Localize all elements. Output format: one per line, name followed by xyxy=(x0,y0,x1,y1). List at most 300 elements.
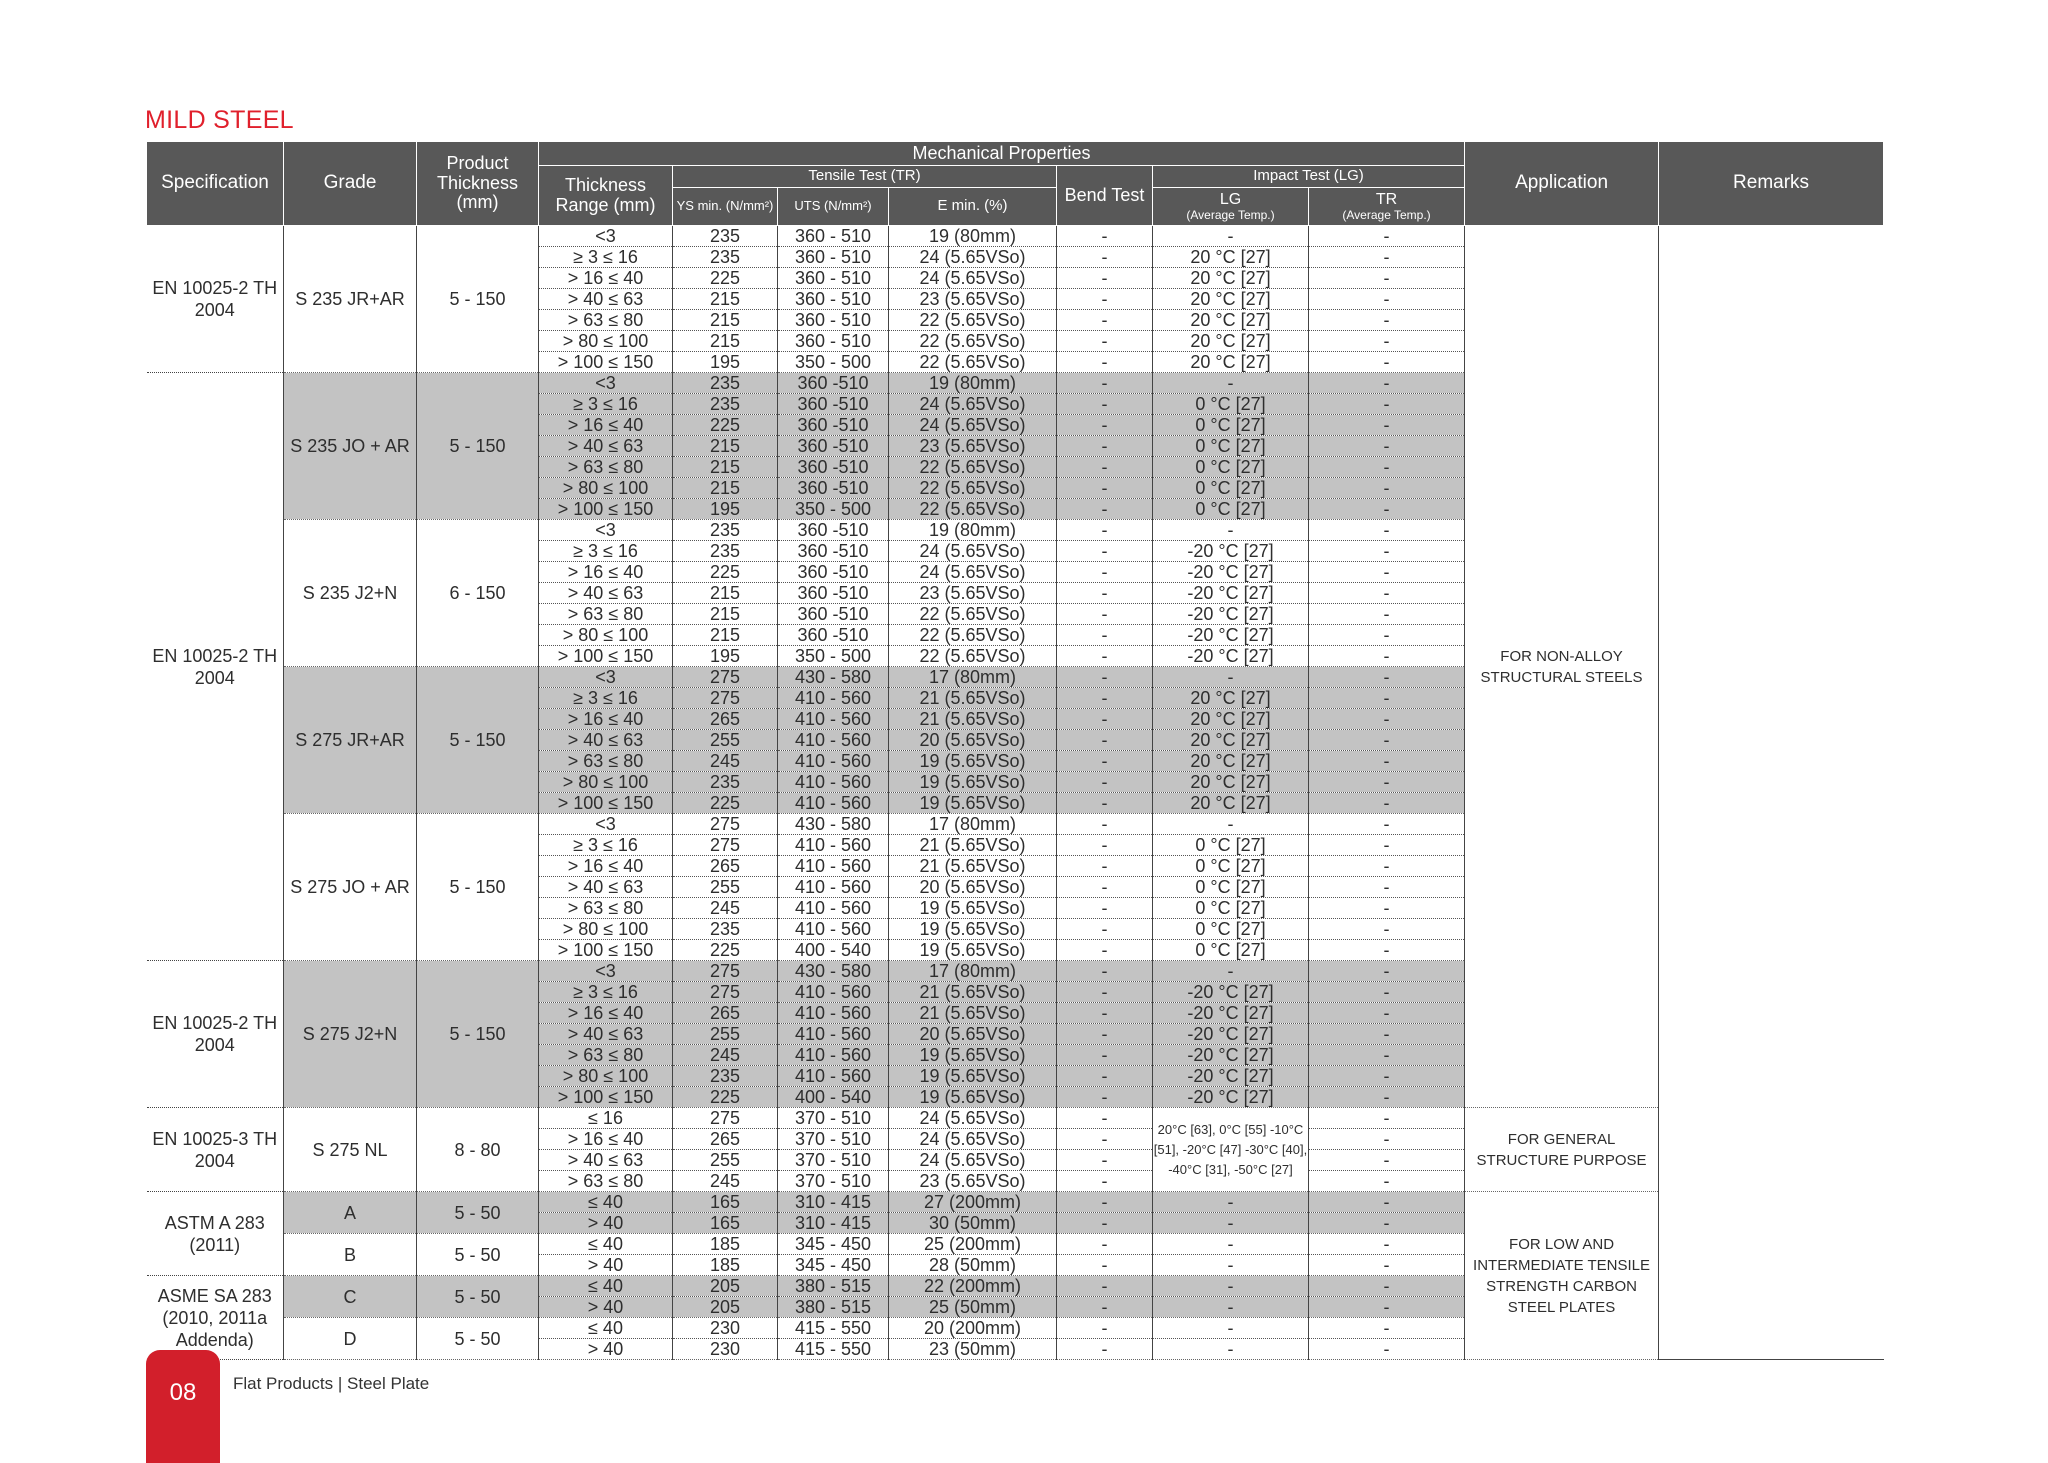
thickness-range-cell: > 40 xyxy=(539,1339,673,1360)
product-thickness-cell: 5 - 50 xyxy=(417,1276,539,1318)
grade-cell: B xyxy=(284,1234,417,1276)
header-grade: Grade xyxy=(284,142,417,226)
ys-min-cell: 225 xyxy=(673,793,778,814)
thickness-range-cell: > 80 ≤ 100 xyxy=(539,625,673,646)
thickness-range-cell: > 16 ≤ 40 xyxy=(539,1003,673,1024)
impact-lg-cell: 0 °C [27] xyxy=(1153,436,1309,457)
uts-cell: 400 - 540 xyxy=(778,940,889,961)
ys-min-cell: 275 xyxy=(673,814,778,835)
thickness-range-cell: > 63 ≤ 80 xyxy=(539,1171,673,1192)
ys-min-cell: 215 xyxy=(673,289,778,310)
impact-tr-cell: - xyxy=(1309,709,1465,730)
uts-cell: 370 - 510 xyxy=(778,1129,889,1150)
ys-min-cell: 185 xyxy=(673,1255,778,1276)
e-min-cell: 24 (5.65VSo) xyxy=(889,415,1057,436)
product-thickness-cell: 5 - 150 xyxy=(417,667,539,814)
bend-test-cell: - xyxy=(1057,247,1153,268)
uts-cell: 410 - 560 xyxy=(778,1045,889,1066)
grade-cell: S 275 J2+N xyxy=(284,961,417,1108)
e-min-cell: 23 (5.65VSo) xyxy=(889,436,1057,457)
bend-test-cell: - xyxy=(1057,1024,1153,1045)
bend-test-cell: - xyxy=(1057,415,1153,436)
ys-min-cell: 225 xyxy=(673,940,778,961)
bend-test-cell: - xyxy=(1057,1255,1153,1276)
impact-lg-cell: - xyxy=(1153,1192,1309,1213)
header-lg-label: LG xyxy=(1219,191,1242,209)
ys-min-cell: 265 xyxy=(673,1129,778,1150)
header-remarks: Remarks xyxy=(1659,142,1884,226)
impact-tr-cell: - xyxy=(1309,667,1465,688)
impact-lg-cell: -20 °C [27] xyxy=(1153,1003,1309,1024)
uts-cell: 350 - 500 xyxy=(778,499,889,520)
ys-min-cell: 185 xyxy=(673,1234,778,1255)
bend-test-cell: - xyxy=(1057,1339,1153,1360)
thickness-range-cell: > 16 ≤ 40 xyxy=(539,709,673,730)
specification-cell: EN 10025-2 TH 2004 xyxy=(147,373,284,961)
e-min-cell: 17 (80mm) xyxy=(889,814,1057,835)
grade-cell: S 275 JO + AR xyxy=(284,814,417,961)
product-thickness-cell: 5 - 50 xyxy=(417,1192,539,1234)
bend-test-cell: - xyxy=(1057,562,1153,583)
thickness-range-cell: ≤ 40 xyxy=(539,1192,673,1213)
application-cell: FOR LOW AND INTERMEDIATE TENSILE STRENGTH CARBON STEEL PLATES xyxy=(1465,1192,1659,1360)
impact-tr-cell: - xyxy=(1309,793,1465,814)
ys-min-cell: 275 xyxy=(673,667,778,688)
e-min-cell: 21 (5.65VSo) xyxy=(889,982,1057,1003)
uts-cell: 410 - 560 xyxy=(778,856,889,877)
e-min-cell: 27 (200mm) xyxy=(889,1192,1057,1213)
bend-test-cell: - xyxy=(1057,1171,1153,1192)
uts-cell: 410 - 560 xyxy=(778,835,889,856)
bend-test-cell: - xyxy=(1057,1045,1153,1066)
e-min-cell: 19 (5.65VSo) xyxy=(889,772,1057,793)
product-thickness-cell: 5 - 150 xyxy=(417,373,539,520)
impact-lg-cell: - xyxy=(1153,1297,1309,1318)
product-thickness-cell: 5 - 50 xyxy=(417,1234,539,1276)
e-min-cell: 30 (50mm) xyxy=(889,1213,1057,1234)
impact-tr-cell: - xyxy=(1309,226,1465,247)
e-min-cell: 19 (80mm) xyxy=(889,226,1057,247)
e-min-cell: 19 (5.65VSo) xyxy=(889,940,1057,961)
impact-lg-cell: -20 °C [27] xyxy=(1153,982,1309,1003)
e-min-cell: 24 (5.65VSo) xyxy=(889,541,1057,562)
uts-cell: 360 - 510 xyxy=(778,331,889,352)
impact-tr-cell: - xyxy=(1309,919,1465,940)
e-min-cell: 24 (5.65VSo) xyxy=(889,1129,1057,1150)
bend-test-cell: - xyxy=(1057,688,1153,709)
uts-cell: 380 - 515 xyxy=(778,1297,889,1318)
e-min-cell: 20 (200mm) xyxy=(889,1318,1057,1339)
ys-min-cell: 265 xyxy=(673,709,778,730)
thickness-range-cell: > 40 ≤ 63 xyxy=(539,730,673,751)
bend-test-cell: - xyxy=(1057,667,1153,688)
impact-lg-cell: 20 °C [27] xyxy=(1153,247,1309,268)
bend-test-cell: - xyxy=(1057,268,1153,289)
e-min-cell: 23 (50mm) xyxy=(889,1339,1057,1360)
e-min-cell: 19 (5.65VSo) xyxy=(889,1087,1057,1108)
ys-min-cell: 205 xyxy=(673,1276,778,1297)
impact-lg-cell: - xyxy=(1153,226,1309,247)
impact-lg-cell: 20 °C [27] xyxy=(1153,709,1309,730)
ys-min-cell: 215 xyxy=(673,478,778,499)
impact-tr-cell: - xyxy=(1309,499,1465,520)
e-min-cell: 17 (80mm) xyxy=(889,961,1057,982)
bend-test-cell: - xyxy=(1057,289,1153,310)
ys-min-cell: 275 xyxy=(673,982,778,1003)
impact-lg-cell: -20 °C [27] xyxy=(1153,562,1309,583)
impact-tr-cell: - xyxy=(1309,772,1465,793)
impact-lg-cell: 0 °C [27] xyxy=(1153,919,1309,940)
e-min-cell: 21 (5.65VSo) xyxy=(889,1003,1057,1024)
ys-min-cell: 235 xyxy=(673,919,778,940)
ys-min-cell: 195 xyxy=(673,646,778,667)
impact-lg-cell: -20 °C [27] xyxy=(1153,541,1309,562)
product-thickness-cell: 5 - 150 xyxy=(417,961,539,1108)
thickness-range-cell: > 63 ≤ 80 xyxy=(539,1045,673,1066)
bend-test-cell: - xyxy=(1057,1276,1153,1297)
table-row xyxy=(147,1192,1884,1213)
ys-min-cell: 165 xyxy=(673,1192,778,1213)
e-min-cell: 22 (5.65VSo) xyxy=(889,352,1057,373)
thickness-range-cell: > 63 ≤ 80 xyxy=(539,604,673,625)
e-min-cell: 23 (5.65VSo) xyxy=(889,289,1057,310)
impact-tr-cell: - xyxy=(1309,898,1465,919)
thickness-range-cell: ≥ 3 ≤ 16 xyxy=(539,394,673,415)
impact-lg-cell: 20 °C [27] xyxy=(1153,688,1309,709)
bend-test-cell: - xyxy=(1057,835,1153,856)
thickness-range-cell: ≤ 40 xyxy=(539,1276,673,1297)
ys-min-cell: 235 xyxy=(673,373,778,394)
product-thickness-cell: 6 - 150 xyxy=(417,520,539,667)
impact-tr-cell: - xyxy=(1309,1234,1465,1255)
bend-test-cell: - xyxy=(1057,583,1153,604)
bend-test-cell: - xyxy=(1057,310,1153,331)
impact-lg-cell: 0 °C [27] xyxy=(1153,940,1309,961)
e-min-cell: 22 (5.65VSo) xyxy=(889,604,1057,625)
impact-lg-cell: - xyxy=(1153,1318,1309,1339)
impact-lg-cell: - xyxy=(1153,667,1309,688)
ys-min-cell: 235 xyxy=(673,247,778,268)
impact-tr-cell: - xyxy=(1309,1024,1465,1045)
grade-cell: S 275 JR+AR xyxy=(284,667,417,814)
impact-tr-cell: - xyxy=(1309,730,1465,751)
bend-test-cell: - xyxy=(1057,478,1153,499)
thickness-range-cell: ≤ 16 xyxy=(539,1108,673,1129)
impact-lg-cell: -20 °C [27] xyxy=(1153,1024,1309,1045)
ys-min-cell: 225 xyxy=(673,562,778,583)
impact-tr-cell: - xyxy=(1309,856,1465,877)
e-min-cell: 19 (5.65VSo) xyxy=(889,898,1057,919)
e-min-cell: 22 (5.65VSo) xyxy=(889,499,1057,520)
thickness-range-cell: > 100 ≤ 150 xyxy=(539,793,673,814)
ys-min-cell: 235 xyxy=(673,541,778,562)
impact-lg-cell: 0 °C [27] xyxy=(1153,499,1309,520)
thickness-range-cell: ≤ 40 xyxy=(539,1234,673,1255)
uts-cell: 310 - 415 xyxy=(778,1213,889,1234)
header-tr xyxy=(1309,188,1465,226)
uts-cell: 350 - 500 xyxy=(778,646,889,667)
ys-min-cell: 215 xyxy=(673,583,778,604)
bend-test-cell: - xyxy=(1057,520,1153,541)
header-product-thickness: Product Thickness (mm) xyxy=(417,142,539,226)
thickness-range-cell: ≥ 3 ≤ 16 xyxy=(539,688,673,709)
thickness-range-cell: ≥ 3 ≤ 16 xyxy=(539,247,673,268)
impact-tr-cell: - xyxy=(1309,751,1465,772)
e-min-cell: 22 (200mm) xyxy=(889,1276,1057,1297)
impact-tr-cell: - xyxy=(1309,814,1465,835)
thickness-range-cell: > 16 ≤ 40 xyxy=(539,415,673,436)
uts-cell: 415 - 550 xyxy=(778,1339,889,1360)
impact-lg-cell: - xyxy=(1153,1339,1309,1360)
ys-min-cell: 215 xyxy=(673,604,778,625)
impact-lg-cell: 20 °C [27] xyxy=(1153,289,1309,310)
impact-tr-cell: - xyxy=(1309,268,1465,289)
bend-test-cell: - xyxy=(1057,1066,1153,1087)
impact-tr-cell: - xyxy=(1309,583,1465,604)
uts-cell: 410 - 560 xyxy=(778,751,889,772)
uts-cell: 360 - 510 xyxy=(778,310,889,331)
bend-test-cell: - xyxy=(1057,1192,1153,1213)
ys-min-cell: 265 xyxy=(673,1003,778,1024)
uts-cell: 360 - 510 xyxy=(778,289,889,310)
impact-lg-cell: - xyxy=(1153,961,1309,982)
impact-lg-cell: - xyxy=(1153,814,1309,835)
e-min-cell: 21 (5.65VSo) xyxy=(889,856,1057,877)
e-min-cell: 28 (50mm) xyxy=(889,1255,1057,1276)
impact-tr-cell: - xyxy=(1309,436,1465,457)
thickness-range-cell: <3 xyxy=(539,667,673,688)
header-tensile-test: Tensile Test (TR) xyxy=(673,166,1057,188)
bend-test-cell: - xyxy=(1057,940,1153,961)
uts-cell: 430 - 580 xyxy=(778,667,889,688)
bend-test-cell: - xyxy=(1057,1087,1153,1108)
impact-lg-cell: -20 °C [27] xyxy=(1153,604,1309,625)
uts-cell: 415 - 550 xyxy=(778,1318,889,1339)
impact-lg-cell: -20 °C [27] xyxy=(1153,1066,1309,1087)
impact-lg-cell: 0 °C [27] xyxy=(1153,835,1309,856)
impact-lg-cell: 20 °C [27] xyxy=(1153,268,1309,289)
bend-test-cell: - xyxy=(1057,877,1153,898)
impact-lg-cell: 20 °C [27] xyxy=(1153,772,1309,793)
thickness-range-cell: > 80 ≤ 100 xyxy=(539,919,673,940)
impact-tr-cell: - xyxy=(1309,835,1465,856)
impact-lg-cell: 0 °C [27] xyxy=(1153,415,1309,436)
impact-tr-cell: - xyxy=(1309,1339,1465,1360)
bend-test-cell: - xyxy=(1057,709,1153,730)
thickness-range-cell: > 16 ≤ 40 xyxy=(539,268,673,289)
impact-lg-cell: - xyxy=(1153,373,1309,394)
ys-min-cell: 255 xyxy=(673,730,778,751)
e-min-cell: 19 (5.65VSo) xyxy=(889,793,1057,814)
thickness-range-cell: > 100 ≤ 150 xyxy=(539,646,673,667)
thickness-range-cell: > 16 ≤ 40 xyxy=(539,856,673,877)
header-lg-sub: (Average Temp.) xyxy=(1186,207,1275,222)
bend-test-cell: - xyxy=(1057,1003,1153,1024)
ys-min-cell: 230 xyxy=(673,1339,778,1360)
impact-lg-cell: - xyxy=(1153,1213,1309,1234)
header-uts: UTS (N/mm²) xyxy=(778,188,889,226)
impact-tr-cell: - xyxy=(1309,1192,1465,1213)
e-min-cell: 24 (5.65VSo) xyxy=(889,1108,1057,1129)
thickness-range-cell: > 63 ≤ 80 xyxy=(539,457,673,478)
impact-tr-cell: - xyxy=(1309,331,1465,352)
ys-min-cell: 275 xyxy=(673,835,778,856)
ys-min-cell: 235 xyxy=(673,1066,778,1087)
table-body xyxy=(147,226,1884,1360)
grade-cell: S 275 NL xyxy=(284,1108,417,1192)
impact-lg-cell: 0 °C [27] xyxy=(1153,478,1309,499)
impact-lg-cell: 0 °C [27] xyxy=(1153,394,1309,415)
ys-min-cell: 275 xyxy=(673,961,778,982)
ys-min-cell: 215 xyxy=(673,331,778,352)
impact-lg-cell: 20 °C [27] xyxy=(1153,352,1309,373)
bend-test-cell: - xyxy=(1057,1150,1153,1171)
impact-lg-cell: - xyxy=(1153,1276,1309,1297)
header-e-min: E min. (%) xyxy=(889,188,1057,226)
e-min-cell: 19 (5.65VSo) xyxy=(889,919,1057,940)
bend-test-cell: - xyxy=(1057,226,1153,247)
uts-cell: 410 - 560 xyxy=(778,709,889,730)
bend-test-cell: - xyxy=(1057,982,1153,1003)
uts-cell: 370 - 510 xyxy=(778,1150,889,1171)
uts-cell: 360 -510 xyxy=(778,457,889,478)
thickness-range-cell: > 40 ≤ 63 xyxy=(539,583,673,604)
impact-tr-cell: - xyxy=(1309,1150,1465,1171)
thickness-range-cell: ≥ 3 ≤ 16 xyxy=(539,982,673,1003)
e-min-cell: 24 (5.65VSo) xyxy=(889,1150,1057,1171)
grade-cell: A xyxy=(284,1192,417,1234)
uts-cell: 410 - 560 xyxy=(778,730,889,751)
impact-tr-cell: - xyxy=(1309,247,1465,268)
e-min-cell: 23 (5.65VSo) xyxy=(889,1171,1057,1192)
uts-cell: 370 - 510 xyxy=(778,1108,889,1129)
ys-min-cell: 215 xyxy=(673,457,778,478)
ys-min-cell: 255 xyxy=(673,1150,778,1171)
e-min-cell: 22 (5.65VSo) xyxy=(889,331,1057,352)
bend-test-cell: - xyxy=(1057,394,1153,415)
ys-min-cell: 165 xyxy=(673,1213,778,1234)
e-min-cell: 25 (50mm) xyxy=(889,1297,1057,1318)
product-thickness-cell: 5 - 50 xyxy=(417,1318,539,1360)
thickness-range-cell: > 80 ≤ 100 xyxy=(539,1066,673,1087)
impact-lg-cell: 0 °C [27] xyxy=(1153,856,1309,877)
uts-cell: 360 -510 xyxy=(778,373,889,394)
e-min-cell: 20 (5.65VSo) xyxy=(889,730,1057,751)
uts-cell: 430 - 580 xyxy=(778,814,889,835)
bend-test-cell: - xyxy=(1057,1297,1153,1318)
uts-cell: 380 - 515 xyxy=(778,1276,889,1297)
thickness-range-cell: > 40 ≤ 63 xyxy=(539,1150,673,1171)
uts-cell: 360 -510 xyxy=(778,436,889,457)
uts-cell: 345 - 450 xyxy=(778,1234,889,1255)
bend-test-cell: - xyxy=(1057,457,1153,478)
e-min-cell: 22 (5.65VSo) xyxy=(889,625,1057,646)
impact-tr-cell: - xyxy=(1309,352,1465,373)
bend-test-cell: - xyxy=(1057,1318,1153,1339)
uts-cell: 360 - 510 xyxy=(778,247,889,268)
e-min-cell: 24 (5.65VSo) xyxy=(889,268,1057,289)
e-min-cell: 24 (5.65VSo) xyxy=(889,562,1057,583)
impact-lg-cell: -20 °C [27] xyxy=(1153,646,1309,667)
impact-lg-merged-cell: 20°C [63], 0°C [55] -10°C [51], -20°C [47] -30°C [40], -40°C [31], -50°C [27] xyxy=(1153,1108,1309,1192)
ys-min-cell: 245 xyxy=(673,1045,778,1066)
uts-cell: 410 - 560 xyxy=(778,898,889,919)
thickness-range-cell: ≥ 3 ≤ 16 xyxy=(539,541,673,562)
impact-tr-cell: - xyxy=(1309,415,1465,436)
product-thickness-cell: 8 - 80 xyxy=(417,1108,539,1192)
impact-tr-cell: - xyxy=(1309,625,1465,646)
header-impact-test: Impact Test (LG) xyxy=(1153,166,1465,188)
header-lg xyxy=(1153,188,1309,226)
e-min-cell: 19 (5.65VSo) xyxy=(889,1045,1057,1066)
uts-cell: 410 - 560 xyxy=(778,919,889,940)
header-thickness-range: Thickness Range (mm) xyxy=(539,166,673,226)
impact-tr-cell: - xyxy=(1309,1003,1465,1024)
impact-lg-cell: 20 °C [27] xyxy=(1153,730,1309,751)
e-min-cell: 19 (80mm) xyxy=(889,520,1057,541)
impact-tr-cell: - xyxy=(1309,1108,1465,1129)
ys-min-cell: 205 xyxy=(673,1297,778,1318)
impact-tr-cell: - xyxy=(1309,1297,1465,1318)
header-mechanical-properties: Mechanical Properties xyxy=(539,142,1465,166)
ys-min-cell: 215 xyxy=(673,436,778,457)
remarks-cell xyxy=(1659,226,1884,1360)
ys-min-cell: 195 xyxy=(673,499,778,520)
specification-cell: ASTM A 283 (2011) xyxy=(147,1192,284,1276)
grade-cell: S 235 J2+N xyxy=(284,520,417,667)
product-thickness-cell: 5 - 150 xyxy=(417,814,539,961)
header-tr-label: TR xyxy=(1375,191,1398,209)
ys-min-cell: 245 xyxy=(673,751,778,772)
ys-min-cell: 215 xyxy=(673,310,778,331)
bend-test-cell: - xyxy=(1057,436,1153,457)
impact-tr-cell: - xyxy=(1309,541,1465,562)
e-min-cell: 22 (5.65VSo) xyxy=(889,457,1057,478)
specification-cell: ASME SA 283 (2010, 2011a Addenda) xyxy=(147,1276,284,1360)
impact-lg-cell: - xyxy=(1153,1255,1309,1276)
uts-cell: 410 - 560 xyxy=(778,793,889,814)
impact-lg-cell: -20 °C [27] xyxy=(1153,1087,1309,1108)
impact-tr-cell: - xyxy=(1309,1276,1465,1297)
ys-min-cell: 235 xyxy=(673,772,778,793)
e-min-cell: 21 (5.65VSo) xyxy=(889,709,1057,730)
uts-cell: 410 - 560 xyxy=(778,1003,889,1024)
ys-min-cell: 225 xyxy=(673,415,778,436)
impact-tr-cell: - xyxy=(1309,1213,1465,1234)
bend-test-cell: - xyxy=(1057,373,1153,394)
impact-tr-cell: - xyxy=(1309,310,1465,331)
e-min-cell: 22 (5.65VSo) xyxy=(889,478,1057,499)
page-number-badge: 08 xyxy=(146,1350,220,1463)
footer-text: Flat Products | Steel Plate xyxy=(233,1374,430,1393)
uts-cell: 360 -510 xyxy=(778,583,889,604)
uts-cell: 360 - 510 xyxy=(778,268,889,289)
ys-min-cell: 215 xyxy=(673,625,778,646)
uts-cell: 360 -510 xyxy=(778,625,889,646)
uts-cell: 360 -510 xyxy=(778,520,889,541)
uts-cell: 310 - 415 xyxy=(778,1192,889,1213)
mild-steel-table xyxy=(146,141,1884,1360)
ys-min-cell: 225 xyxy=(673,1087,778,1108)
thickness-range-cell: > 40 ≤ 63 xyxy=(539,289,673,310)
uts-cell: 410 - 560 xyxy=(778,1024,889,1045)
uts-cell: 410 - 560 xyxy=(778,1066,889,1087)
thickness-range-cell: > 16 ≤ 40 xyxy=(539,1129,673,1150)
impact-lg-cell: -20 °C [27] xyxy=(1153,1045,1309,1066)
specification-cell: EN 10025-2 TH 2004 xyxy=(147,226,284,373)
uts-cell: 430 - 580 xyxy=(778,961,889,982)
thickness-range-cell: > 80 ≤ 100 xyxy=(539,478,673,499)
